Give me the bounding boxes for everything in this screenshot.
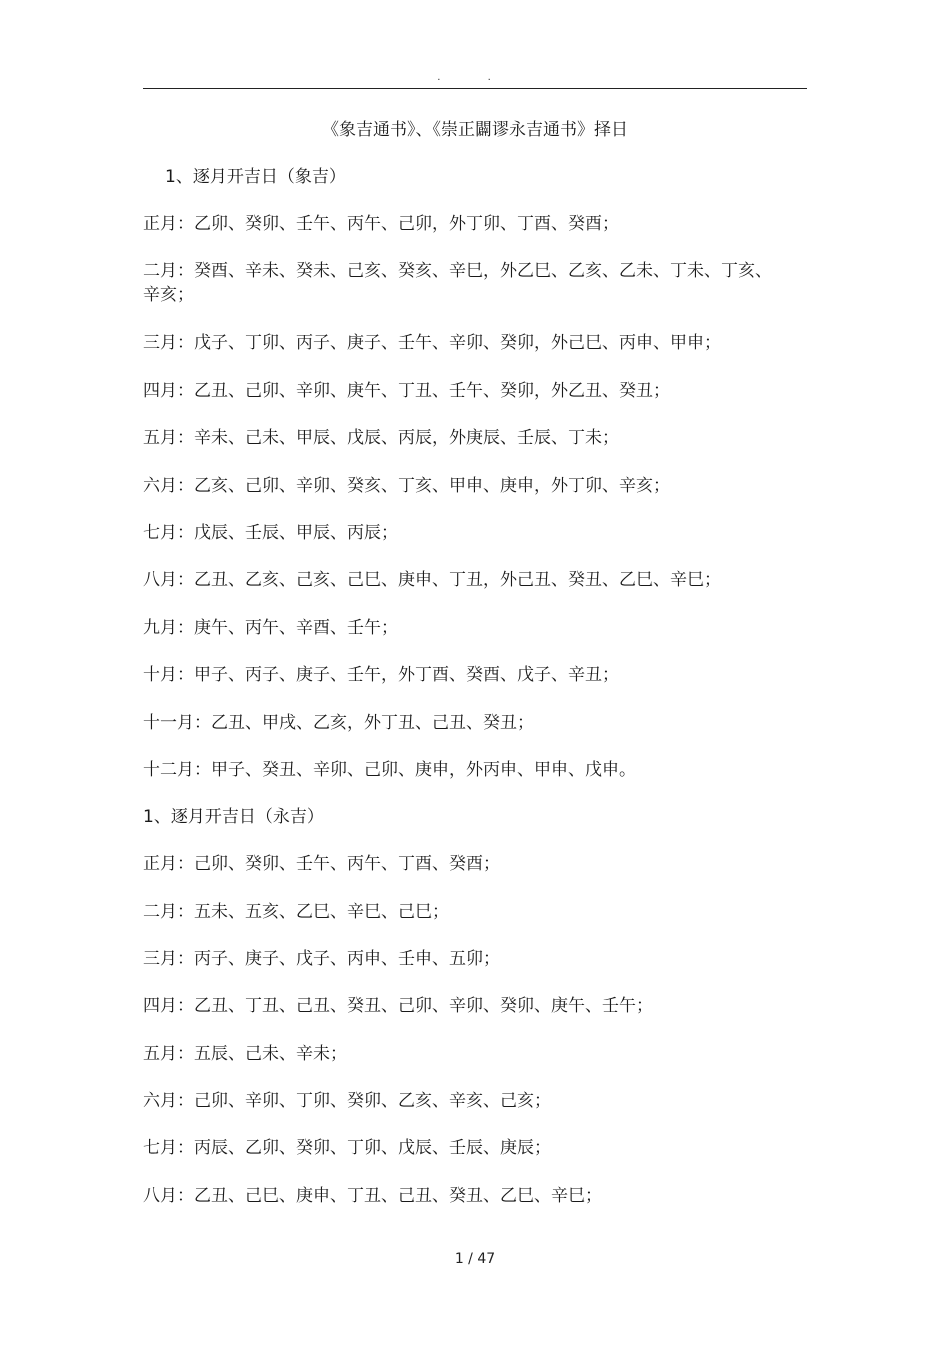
month-line: 七月：戊辰、壬辰、甲辰、丙辰； [143, 523, 398, 543]
document-title: 《象吉通书》、《崇正闢谬永吉通书》择日 [322, 120, 628, 140]
page-number: 1 / 47 [454, 1251, 496, 1267]
month-line: 正月：己卯、癸卯、壬午、丙午、丁酉、癸酉； [143, 854, 500, 874]
month-line: 十月：甲子、丙子、庚子、壬午，外丁酉、癸酉、戊子、辛丑； [143, 665, 619, 685]
header-dots: . . [437, 72, 513, 83]
month-line: 八月：乙丑、乙亥、己亥、己巳、庚申、丁丑，外己丑、癸丑、乙巳、辛巳； [143, 570, 721, 590]
month-line: 四月：乙丑、己卯、辛卯、庚午、丁丑、壬午、癸卯，外乙丑、癸丑； [143, 381, 670, 401]
section-heading-yongji: 1、逐月开吉日（永吉） [143, 807, 324, 827]
month-line: 二月：五未、五亥、乙巳、辛巳、己巳； [143, 902, 449, 922]
month-line: 十一月：乙丑、甲戌、乙亥，外丁丑、己丑、癸丑； [143, 713, 534, 733]
section-heading-xiangji: 1、逐月开吉日（象吉） [165, 167, 346, 187]
month-line: 七月：丙辰、乙卯、癸卯、丁卯、戊辰、壬辰、庚辰； [143, 1138, 551, 1158]
header-rule [143, 88, 807, 89]
month-line: 三月：戊子、丁卯、丙子、庚子、壬午、辛卯、癸卯，外己巳、丙申、甲申； [143, 333, 721, 353]
month-line: 十二月：甲子、癸丑、辛卯、己卯、庚申，外丙申、甲申、戊申。 [143, 760, 636, 780]
month-line: 六月：乙亥、己卯、辛卯、癸亥、丁亥、甲申、庚申，外丁卯、辛亥； [143, 476, 670, 496]
month-line: 三月：丙子、庚子、戊子、丙申、壬申、五卯； [143, 949, 500, 969]
month-line: 九月：庚午、丙午、辛酉、壬午； [143, 618, 398, 638]
month-line: 五月：五辰、己未、辛未； [143, 1044, 347, 1064]
month-line: 正月：乙卯、癸卯、壬午、丙午、己卯，外丁卯、丁酉、癸酉； [143, 214, 619, 234]
month-line: 四月：乙丑、丁丑、己丑、癸丑、己卯、辛卯、癸卯、庚午、壬午； [143, 996, 653, 1016]
month-line: 五月：辛未、己未、甲辰、戊辰、丙辰，外庚辰、壬辰、丁未； [143, 428, 619, 448]
month-line: 二月：癸酉、辛未、癸未、己亥、癸亥、辛巳，外乙巳、乙亥、乙未、丁未、丁亥、辛亥； [143, 261, 772, 305]
month-line: 八月：乙丑、己巳、庚申、丁丑、己丑、癸丑、乙巳、辛巳； [143, 1186, 602, 1206]
month-line: 六月：己卯、辛卯、丁卯、癸卯、乙亥、辛亥、己亥； [143, 1091, 551, 1111]
